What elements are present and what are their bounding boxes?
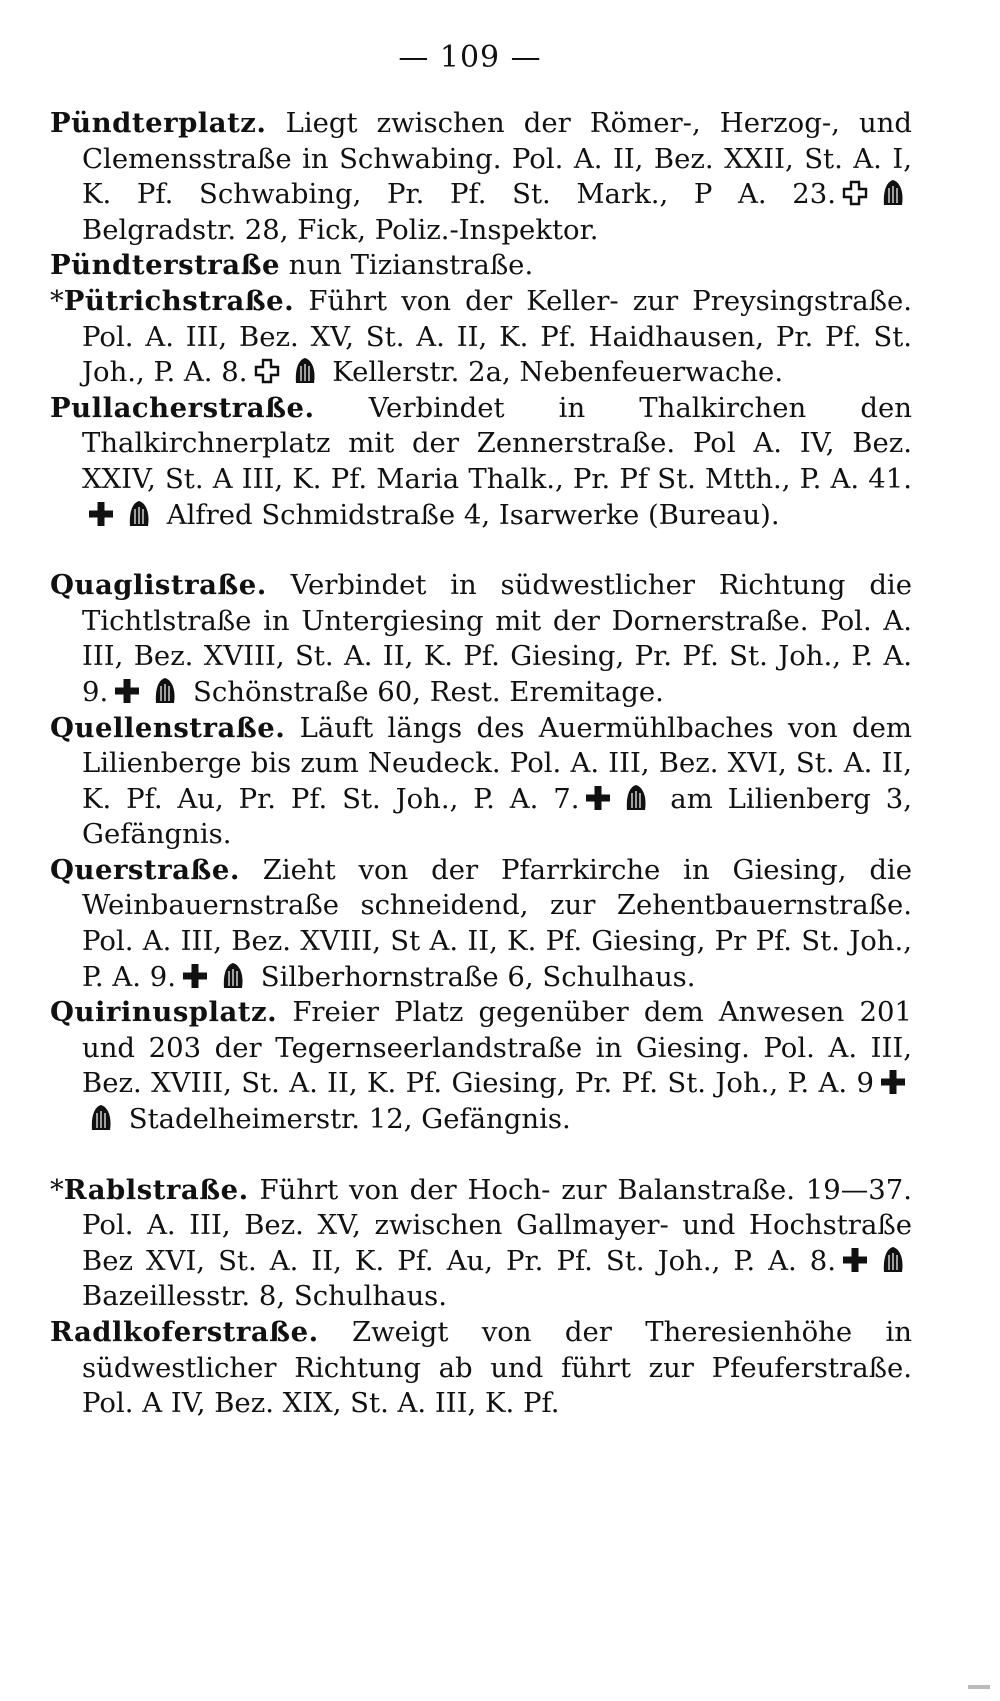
street-name: Pullacherstraße.: [50, 391, 315, 424]
entry-puetrichstrasse: [50, 284, 912, 391]
outline-cross-icon: [254, 358, 280, 384]
page-number: — 109 —: [398, 40, 542, 75]
fire-alarm-icon: [152, 676, 178, 704]
fire-alarm-icon: [623, 783, 649, 811]
entry-rablstrasse: [50, 1173, 912, 1315]
street-name: Pündterstraße: [50, 249, 280, 282]
street-name: Radlkoferstraße.: [50, 1316, 319, 1348]
entry-text: am Lilienberg 3, Gefängnis.: [82, 782, 912, 851]
solid-cross-icon: [585, 785, 611, 811]
street-name: Rablstraße.: [63, 1173, 249, 1206]
asterisk-marker: *: [50, 1173, 64, 1206]
street-name: Querstraße.: [50, 853, 240, 886]
solid-cross-icon: [182, 963, 208, 989]
entry-quaglistrasse: [50, 568, 912, 710]
street-name: Quaglistraße.: [50, 569, 267, 602]
entry-text: Silberhornstraße 6, Schulhaus.: [252, 960, 696, 993]
asterisk-marker: *: [50, 284, 64, 317]
entry-text: Läuft längs des Auermühlbaches von dem Lilienberge bis zum Neudeck. Pol. A. III, Bez. XVI, St. A. II, K. Pf. Au, Pr. Pf. St. Joh., P. A. 7.: [82, 711, 912, 815]
fire-alarm-icon: [88, 1103, 114, 1131]
entry-text: Führt von der Hoch- zur Balanstraße. 19—37. Pol. A. III, Bez. XV, zwischen Gallmayer- und Hochstraße Bez XVI, St. A. II, K. Pf. Au, Pr. Pf. St. Joh., P. A. 8.: [82, 1173, 912, 1277]
entry-text: Stadelheimerstr. 12, Gefängnis.: [120, 1103, 571, 1136]
entry-text: Alfred Schmidstraße 4, Isarwerke (Bureau).: [158, 498, 780, 531]
entry-text: Freier Platz gegenüber dem Anwesen 201 und 203 der Tegernseerlandstraße in Giesing. Pol. A. III, Bez. XVIII, St. A. II, K. Pf. Giesing, Pr. Pf. St. Joh., P. A. 9: [82, 996, 912, 1100]
fire-alarm-icon: [880, 1245, 906, 1273]
solid-cross-icon: [842, 1247, 868, 1273]
entry-radlkoferstrasse: [50, 1315, 912, 1422]
entry-quirinusplatz: [50, 995, 912, 1137]
entry-text: nun Tizianstraße.: [279, 249, 534, 282]
fire-alarm-icon: [880, 178, 906, 206]
entry-text: Verbindet in Thalkirchen den Thalkirchnerplatz mit der Zennerstraße. Pol A. IV, Bez. XXIV, St. A III, K. Pf. Maria Thalk., Pr. Pf St. Mtth., P. A. 41.: [82, 391, 912, 495]
solid-cross-icon: [114, 678, 140, 704]
street-name: Pündterplatz.: [50, 107, 267, 139]
scan-corner-mark: [968, 1685, 990, 1689]
solid-cross-icon: [880, 1069, 906, 1095]
entry-text: Führt von der Keller- zur Preysingstraße. Pol. A. III, Bez. XV, St. A. II, K. Pf. Haidhausen, Pr. Pf. St. Joh., P. A. 8.: [82, 284, 912, 389]
entry-text: Belgradstr. 28, Fick, Poliz.-Inspektor.: [82, 213, 599, 246]
street-name: Pütrichstraße.: [63, 284, 295, 317]
entry-text: Verbindet in südwestlicher Richtung die Tichtlstraße in Untergiesing mit der Dornerstraße. Pol. A. III, Bez. XVIII, St. A. II, K. Pf. Giesing, Pr. Pf. St. Joh., P. A. 9.: [82, 569, 912, 708]
solid-cross-icon: [88, 501, 114, 527]
entry-puendterstrasse: [50, 248, 912, 284]
entry-text: Zweigt von der Theresienhöhe in südwestlicher Richtung ab und führt zur Pfeuferstraße. Pol. A IV, Bez. XIX, St. A. III, K. Pf.: [82, 1316, 912, 1420]
entry-text: Schönstraße 60, Rest. Eremitage.: [184, 675, 664, 708]
entry-text: Bazeillesstr. 8, Schulhaus.: [82, 1280, 448, 1313]
entry-text: Liegt zwischen der Römer-, Herzog-, und Clemensstraße in Schwabing. Pol. A. II, Bez. XXII, St. A. I, K. Pf. Schwabing, Pr. Pf. St. Mark., P A. 23.: [82, 107, 912, 211]
entry-quellenstrasse: [50, 711, 912, 853]
street-name: Quellenstraße.: [50, 711, 286, 744]
entry-pullacherstrasse: [50, 391, 912, 533]
outline-cross-icon: [842, 180, 868, 206]
entry-text: Zieht von der Pfarrkirche in Giesing, die Weinbauernstraße schneidend, zur Zehentbauernstraße. Pol. A. III, Bez. XVIII, St A. II, K. Pf. Giesing, Pr Pf. St. Joh., P. A. 9.: [82, 853, 912, 993]
entry-puendterplatz: [50, 106, 912, 248]
street-directory: [50, 106, 912, 1422]
entry-text: Kellerstr. 2a, Nebenfeuerwache.: [323, 356, 784, 389]
fire-alarm-icon: [292, 356, 318, 384]
fire-alarm-icon: [220, 961, 246, 989]
street-name: Quirinusplatz.: [50, 996, 278, 1029]
fire-alarm-icon: [126, 499, 152, 527]
entry-querstrasse: [50, 853, 912, 995]
